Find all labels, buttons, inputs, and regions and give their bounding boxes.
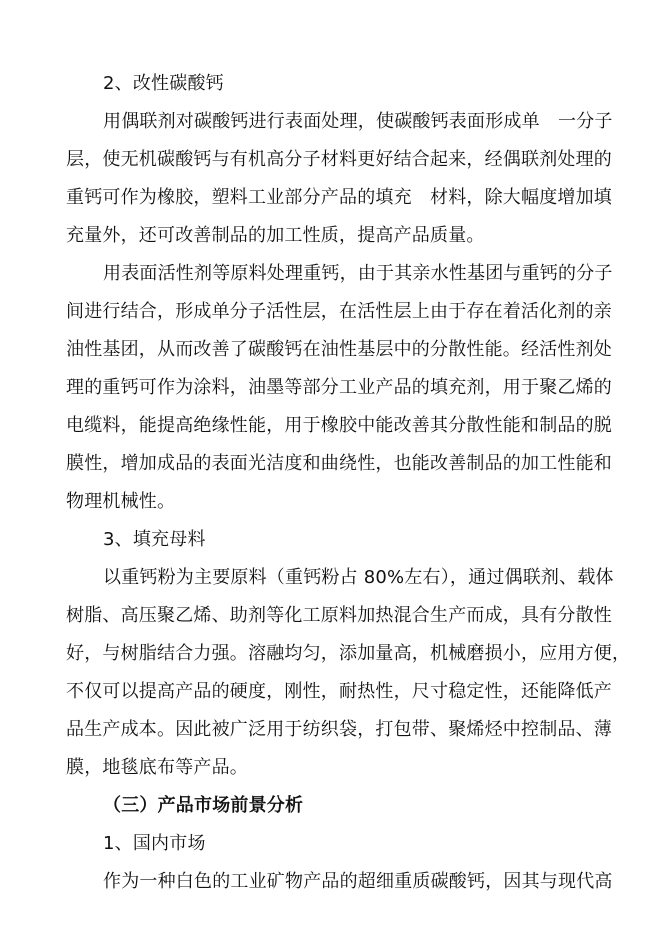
paragraph-line: 膜，地毯底布等产品。: [66, 757, 248, 778]
paragraph-line: 层，使无机碳酸钙与有机高分子材料更好结合起来，经偶联剂处理的: [66, 149, 612, 170]
section-heading-market-analysis: （三）产品市场前景分析: [103, 795, 304, 816]
paragraph-line: 不仅可以提高产品的硬度，刚性，耐热性，尺寸稳定性，还能降低产: [66, 681, 612, 702]
subheading-domestic-market: 1、国内市场: [103, 833, 206, 854]
paragraph-line: 以重钙粉为主要原料（重钙粉占 80%左右），通过偶联剂、载体: [103, 567, 614, 588]
paragraph-line: 充量外，还可改善制品的加工性质，提高产品质量。: [66, 225, 485, 246]
heading-filler-masterbatch: 3、填充母料: [103, 529, 206, 550]
paragraph-line: 作为一种白色的工业矿物产品的超细重质碳酸钙，因其与现代高: [103, 871, 613, 892]
paragraph-line: 理的重钙可作为涂料，油墨等部分工业产品的填充剂，用于聚乙烯的: [66, 377, 612, 398]
heading-modified-calcium-carbonate: 2、改性碳酸钙: [103, 73, 224, 94]
paragraph-line: 用偶联剂对碳酸钙进行表面处理，使碳酸钙表面形成单 一分子: [103, 111, 613, 132]
paragraph-line: 间进行结合，形成单分子活性层，在活性层上由于存在着活化剂的亲: [66, 301, 612, 322]
paragraph-line: 用表面活性剂等原料处理重钙，由于其亲水性基团与重钙的分子: [103, 263, 613, 284]
paragraph-line: 油性基团，从而改善了碳酸钙在油性基层中的分散性能。经活性剂处: [66, 339, 612, 360]
paragraph-line: 好，与树脂结合力强。溶融均匀，添加量高，机械磨损小，应用方便，: [66, 643, 631, 664]
paragraph-line: 树脂、高压聚乙烯、助剂等化工原料加热混合生产而成，具有分散性: [66, 605, 612, 626]
paragraph-line: 电缆料，能提高绝缘性能，用于橡胶中能改善其分散性能和制品的脱: [66, 415, 612, 436]
paragraph-line: 品生产成本。因此被广泛用于纺织袋，打包带、聚烯烃中控制品、薄: [66, 719, 612, 740]
paragraph-line: 膜性，增加成品的表面光洁度和曲绕性，也能改善制品的加工性能和: [66, 453, 612, 474]
paragraph-line: 重钙可作为橡胶，塑料工业部分产品的填充 材料，除大幅度增加填: [66, 187, 612, 208]
paragraph-line: 物理机械性。: [66, 491, 176, 512]
